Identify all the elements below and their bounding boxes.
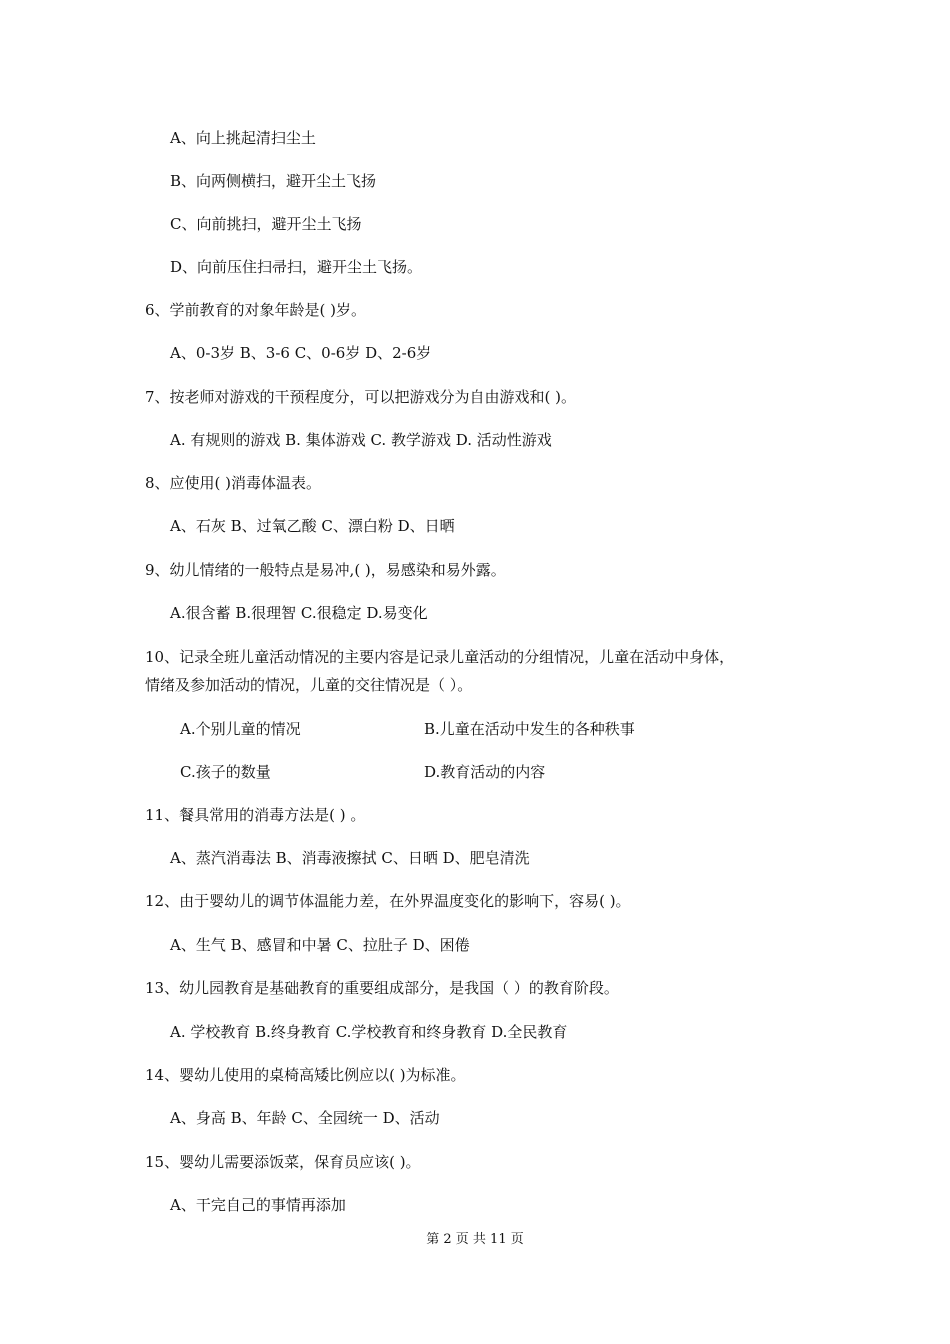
q7-options: A. 有规则的游戏 B. 集体游戏 C. 教学游戏 D. 活动性游戏 — [170, 431, 552, 449]
q10-option-b: B.儿童在活动中发生的各种秩事 — [424, 720, 635, 738]
question-12: 12、由于婴幼儿的调节体温能力差，在外界温度变化的影响下，容易( )。 — [145, 892, 631, 910]
question-14: 14、婴幼儿使用的桌椅高矮比例应以( )为标准。 — [145, 1066, 466, 1084]
question-15: 15、婴幼儿需要添饭菜，保育员应该( )。 — [145, 1153, 421, 1171]
q13-options: A. 学校教育 B.终身教育 C.学校教育和终身教育 D.全民教育 — [170, 1023, 568, 1041]
q11-options: A、蒸汽消毒法 B、消毒液擦拭 C、日晒 D、肥皂清洗 — [170, 849, 530, 867]
page-footer: 第 2 页 共 11 页 — [426, 1232, 524, 1247]
q10-option-c: C.孩子的数量 — [180, 763, 271, 781]
q15-option-a: A、干完自己的事情再添加 — [170, 1196, 346, 1214]
q9-options: A.很含蓄 B.很理智 C.很稳定 D.易变化 — [170, 604, 428, 622]
question-9: 9、幼儿情绪的一般特点是易冲,( )，易感染和易外露。 — [145, 561, 506, 579]
question-8: 8、应使用( )消毒体温表。 — [145, 474, 322, 492]
question-13: 13、幼儿园教育是基础教育的重要组成部分，是我国（ ）的教育阶段。 — [145, 979, 619, 997]
q5-option-c: C、向前挑扫，避开尘土飞扬 — [170, 215, 362, 233]
question-10-line2: 情绪及参加活动的情况，儿童的交往情况是（ ）。 — [145, 676, 473, 694]
q14-options: A、身高 B、年龄 C、全园统一 D、活动 — [170, 1109, 440, 1127]
q12-options: A、生气 B、感冒和中暑 C、拉肚子 D、困倦 — [170, 936, 470, 954]
q8-options: A、石灰 B、过氧乙酸 C、漂白粉 D、日晒 — [170, 517, 455, 535]
q10-option-a: A.个别儿童的情况 — [180, 720, 301, 738]
q5-option-b: B、向两侧横扫，避开尘土飞扬 — [170, 172, 377, 190]
q5-option-a: A、向上挑起清扫尘土 — [170, 129, 316, 147]
q6-options: A、0-3岁 B、3-6 C、0-6岁 D、2-6岁 — [170, 344, 432, 362]
question-6: 6、学前教育的对象年龄是( )岁。 — [145, 301, 367, 319]
q10-option-d: D.教育活动的内容 — [424, 763, 546, 781]
question-10-line1: 10、记录全班儿童活动情况的主要内容是记录儿童活动的分组情况，儿童在活动中身体， — [145, 648, 735, 666]
question-11: 11、餐具常用的消毒方法是( ) 。 — [145, 806, 366, 824]
question-7: 7、按老师对游戏的干预程度分，可以把游戏分为自由游戏和( )。 — [145, 388, 577, 406]
q5-option-d: D、向前压住扫帚扫，避开尘土飞扬。 — [170, 258, 423, 276]
